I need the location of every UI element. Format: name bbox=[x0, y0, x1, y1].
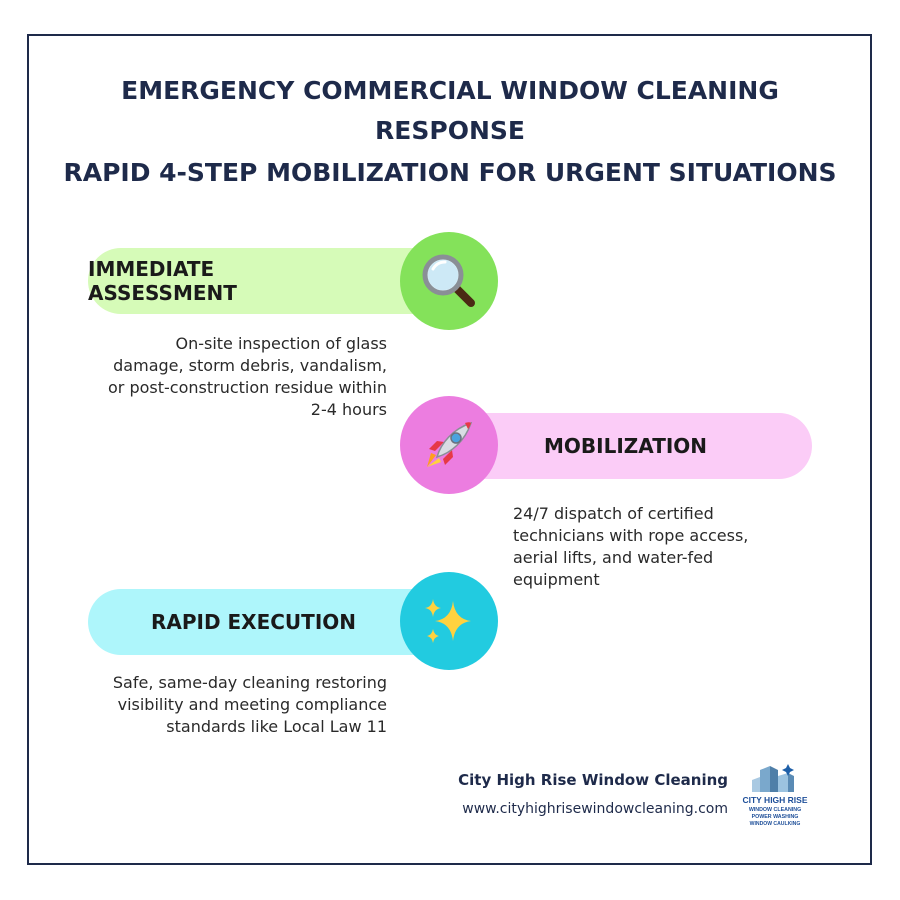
company-name: City High Rise Window Cleaning bbox=[458, 771, 728, 789]
logo-line-3: POWER WASHING bbox=[751, 814, 799, 820]
company-logo bbox=[742, 762, 808, 830]
step-2-description: 24/7 dispatch of certified technicians with rope access, aerial lifts, and water-fed equipment bbox=[513, 504, 749, 589]
page-subtitle: RAPID 4-STEP MOBILIZATION FOR URGENT SITUATIONS bbox=[63, 158, 837, 187]
step-3-label: RAPID EXECUTION bbox=[150, 610, 356, 634]
step-1-icon-circle bbox=[400, 232, 498, 330]
company-url[interactable]: www.cityhighrisewindowcleaning.com bbox=[462, 801, 728, 817]
rocket-icon bbox=[419, 415, 479, 475]
step-3-description: Safe, same-day cleaning restoring visibility and meeting compliance standards like Local Law 11 bbox=[112, 673, 387, 736]
magnifying-glass-icon bbox=[419, 251, 479, 311]
step-2-label: MOBILIZATION bbox=[544, 434, 708, 458]
step-3-icon-circle bbox=[400, 572, 498, 670]
page-title: EMERGENCY COMMERCIAL WINDOW CLEANING RESPONSE bbox=[121, 76, 779, 145]
step-2-icon-circle bbox=[400, 396, 498, 494]
logo-line-2: WINDOW CLEANING bbox=[748, 807, 802, 813]
step-1-description: On-site inspection of glass damage, storm debris, vandalism, or post-construction residue within 2-4 hours bbox=[108, 334, 387, 419]
logo-line-4: WINDOW CAULKING bbox=[749, 821, 801, 827]
logo-line-1: CITY HIGH RISE bbox=[742, 795, 808, 805]
sparkles-icon bbox=[419, 591, 479, 651]
step-1-label: IMMEDIATE ASSESSMENT bbox=[88, 257, 237, 305]
